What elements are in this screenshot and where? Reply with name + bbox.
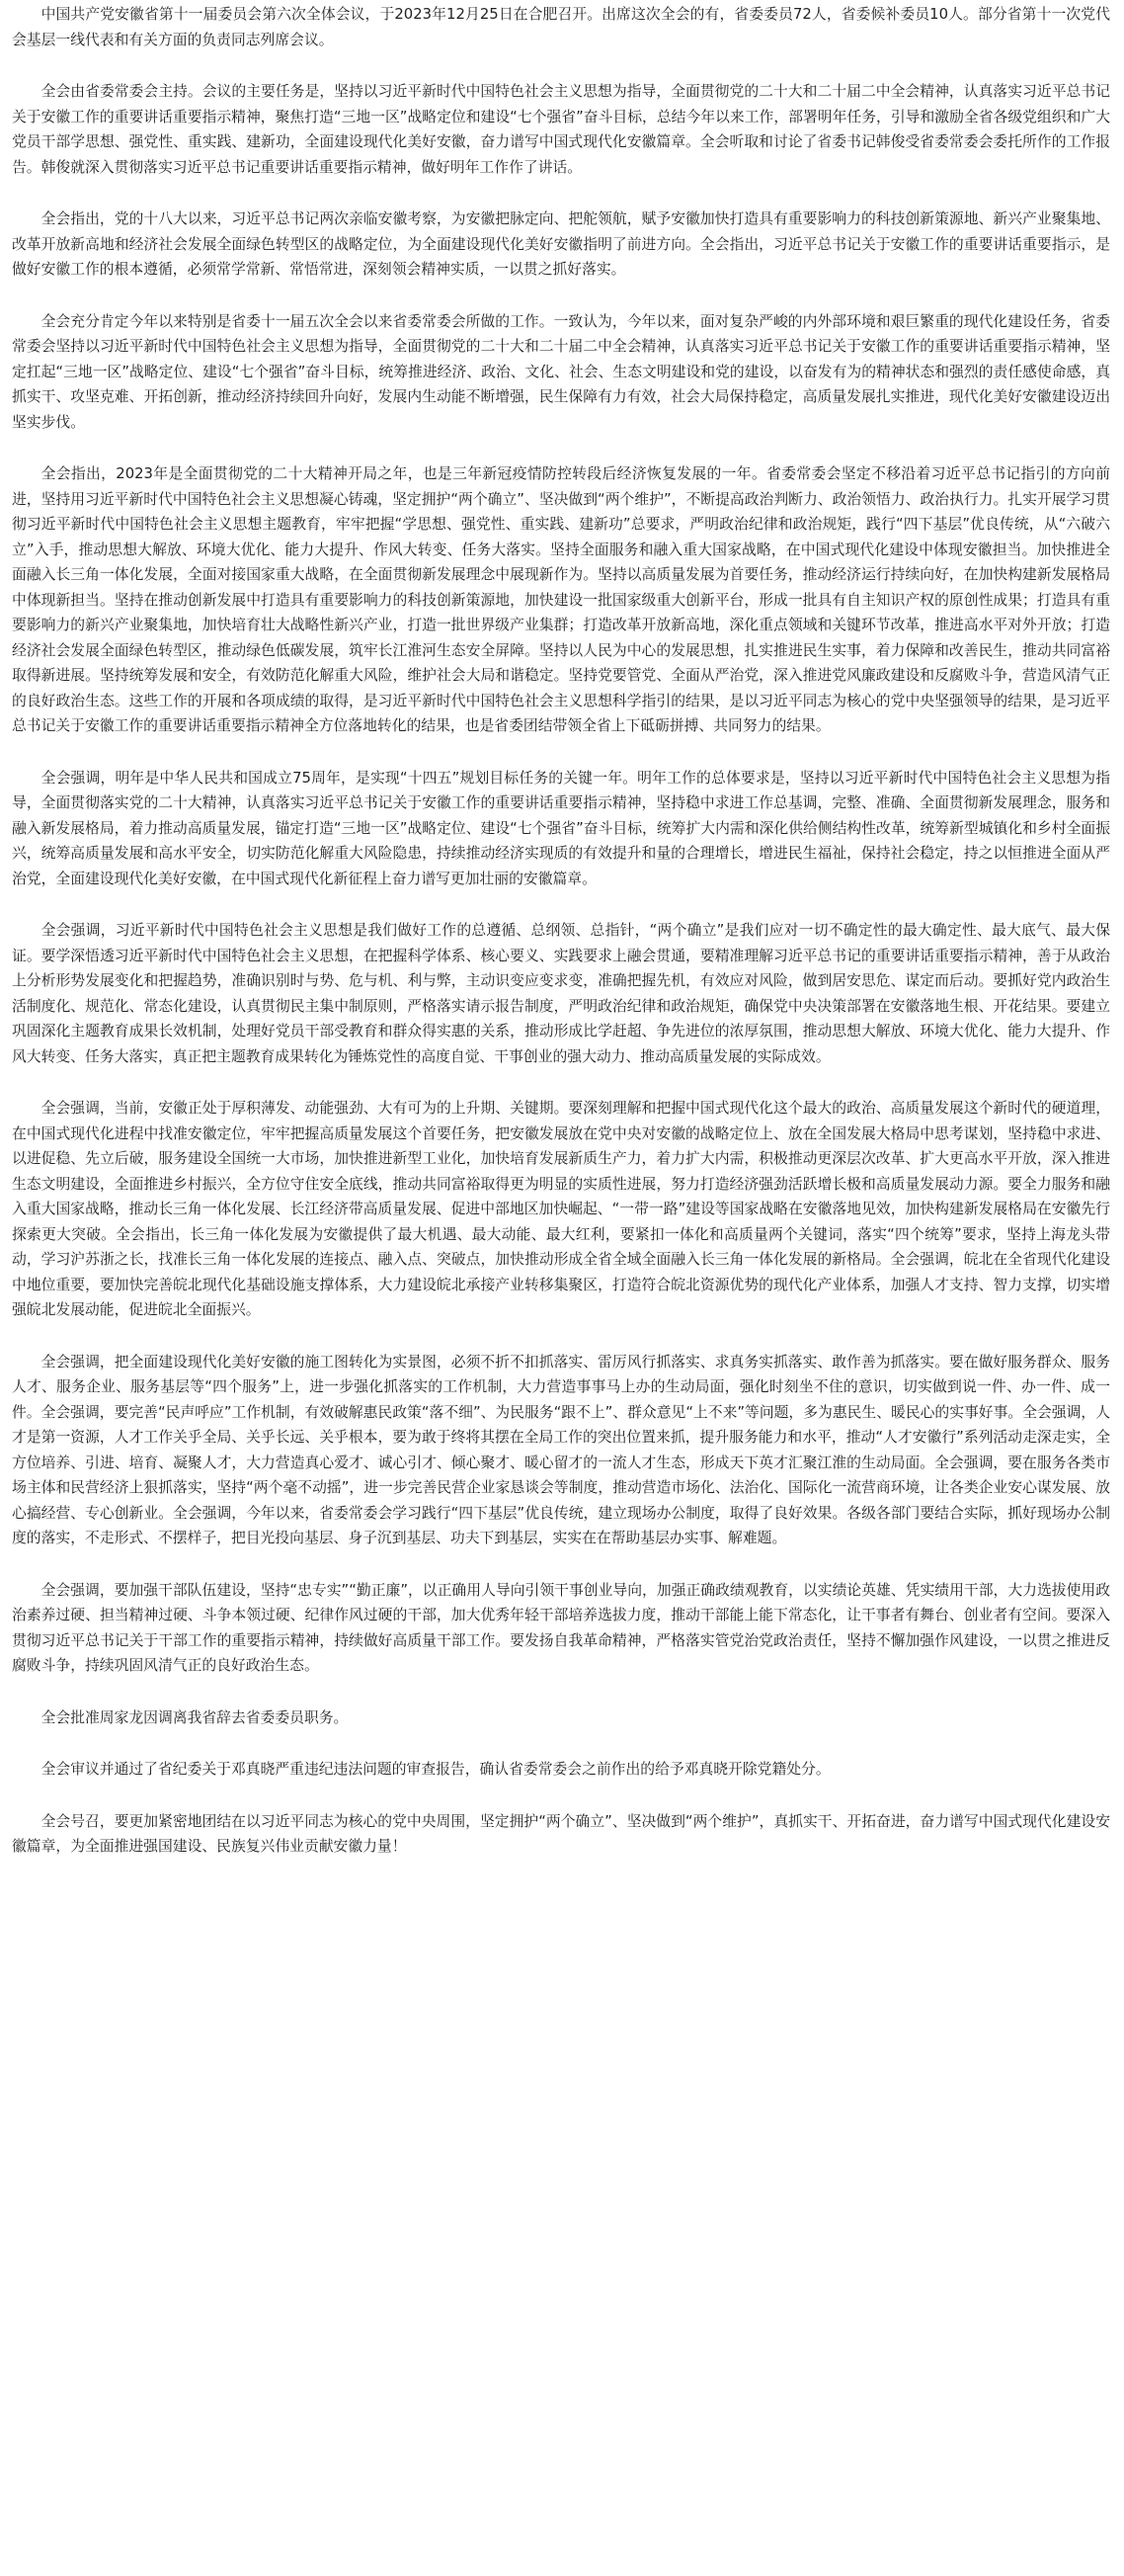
paragraph-ideological-guidance: 全会强调，习近平新时代中国特色社会主义思想是我们做好工作的总遵循、总纲领、总指针，“两个确立”是我们应对一切不确定性的最大确定性、最大底气、最大保证。要学深悟透习近平新时代中国特色社会主义思想，在把握科学体系、核心要义、实践要求上融会贯通，要精准理解习近平总书记的重要讲话重要指示精神，善于从政治上分析形势发展变化和把握趋势，准确识别时与势、危与机、利与弊，主动识变应变求变，准确把握先机，有效应对风险，做到居安思危、谋定而后动。要抓好党内政治生活制度化、规范化、常态化建设，认真贯彻民主集中制原则，严格落实请示报告制度，严明政治纪律和政治规矩，确保党中央决策部署在安徽落地生根、开花结果。要建立巩固深化主题教育成果长效机制，处理好党员干部受教育和群众得实惠的关系，推动形成比学赶超、争先进位的浓厚氛围，推动思想大解放、环境大优化、能力大提升、作风大转变、任务大落实，真正把主题教育成果转化为锤炼党性的高度自觉、干事创业的强大动力、推动高质量发展的实际成效。 — [12, 922, 1110, 1065]
paragraph-strategic-positioning: 全会指出，党的十八大以来，习近平总书记两次亲临安徽考察，为安徽把脉定向、把舵领航，赋予安徽加快打造具有重要影响力的科技创新策源地、新兴产业聚集地、改革开放新高地和经济社会发展全面绿色转型区的战略定位，为全面建设现代化美好安徽指明了前进方向。全会指出，习近平总书记关于安徽工作的重要讲话重要指示，是做好安徽工作的根本遵循，必须常学常新、常悟常进，深刻领会精神实质，一以贯之抓好落实。 — [12, 210, 1110, 278]
paragraph-closing-call: 全会号召，要更加紧密地团结在以习近平同志为核心的党中央周围，坚定拥护“两个确立”、坚决做到“两个维护”，真抓实干、开拓奋进，奋力谱写中国式现代化建设安徽篇章，为全面推进强国建设、民族复兴伟业贡献安徽力量！ — [12, 1812, 1110, 1855]
paragraph-cadre-building: 全会强调，要加强干部队伍建设，坚持“忠专实”“勤正廉”，以正确用人导向引领干事创业导向，加强正确政绩观教育，以实绩论英雄、凭实绩用干部，大力选拔使用政治素养过硬、担当精神过硬、斗争本领过硬、纪律作风过硬的干部，加大优秀年轻干部培养选拔力度，推动干部能上能下常态化，让干事者有舞台、创业者有空间。要深入贯彻习近平总书记关于干部工作的重要指示精神，持续做好高质量干部工作。要发扬自我革命精神，严格落实管党治党政治责任，坚持不懈加强作风建设，一以贯之推进反腐败斗争，持续巩固风清气正的良好政治生态。 — [12, 1581, 1110, 1674]
paragraph-meeting-tasks: 全会由省委常委会主持。会议的主要任务是，坚持以习近平新时代中国特色社会主义思想为指导，全面贯彻党的二十大和二十届二中全会精神，认真落实习近平总书记关于安徽工作的重要讲话重要指示精神，聚焦打造“三地一区”战略定位和建设“七个强省”奋斗目标，总结今年以来工作，部署明年任务，引导和激励全省各级党组织和广大党员干部学思想、强党性、重实践、建新功，全面建设现代化美好安徽，奋力谱写中国式现代化安徽篇章。全会听取和讨论了省委书记韩俊受省委常委会委托所作的工作报告。韩俊就深入贯彻落实习近平总书记重要讲话重要指示精神，做好明年工作作了讲话。 — [12, 83, 1110, 176]
paragraph-disciplinary-report: 全会审议并通过了省纪委关于邓真晓严重违纪违法问题的审查报告，确认省委常委会之前作出的给予邓真晓开除党籍处分。 — [40, 1761, 831, 1778]
paragraph-meeting-opening: 中国共产党安徽省第十一届委员会第六次全体会议，于2023年12月25日在合肥召开。出席这次全会的有，省委委员72人，省委候补委员10人。部分省第十一次党代会基层一线代表和有关方面的负责同志列席会议。 — [12, 6, 1110, 48]
paragraph-next-year-requirements: 全会强调，明年是中华人民共和国成立75周年，是实现“十四五”规划目标任务的关键一年。明年工作的总体要求是，坚持以习近平新时代中国特色社会主义思想为指导，全面贯彻落实党的二十大精神，认真落实习近平总书记关于安徽工作的重要讲话重要指示精神，坚持稳中求进工作总基调，完整、准确、全面贯彻新发展理念，服务和融入新发展格局，着力推动高质量发展，锚定打造“三地一区”战略定位、建设“七个强省”奋斗目标，统筹扩大内需和深化供给侧结构性改革，统筹新型城镇化和乡村全面振兴，统筹高质量发展和高水平安全，切实防范化解重大风险隐患，持续推动经济实现质的有效提升和量的合理增长，增进民生福祉，保持社会稳定，持之以恒推进全面从严治党，全面建设现代化美好安徽，在中国式现代化新征程上奋力谱写更加壮丽的安徽篇章。 — [12, 769, 1110, 887]
paragraph-development-strategy: 全会强调，当前，安徽正处于厚积薄发、动能强劲、大有可为的上升期、关键期。要深刻理解和把握中国式现代化这个最大的政治、高质量发展这个新时代的硬道理，在中国式现代化进程中找准安徽定位，牢牢把握高质量发展这个首要任务，把安徽发展放在党中央对安徽的战略定位上、放在全国发展大格局中思考谋划，坚持稳中求进、以进促稳、先立后破，服务建设全国统一大市场，加快推进新型工业化，加快培育发展新质生产力，着力扩大内需，积极推动更深层次改革、扩大更高水平开放，深入推进生态文明建设，全面推进乡村振兴，全方位守住安全底线，推动共同富裕取得更为明显的实质性进展，努力打造经济强劲活跃增长极和高质量发展动力源。要全力服务和融入重大国家战略，推动长三角一体化发展、长江经济带高质量发展、促进中部地区加快崛起、“一带一路”建设等国家战略在安徽落地见效，加快构建新发展格局在安徽先行探索更大突破。全会指出，长三角一体化发展为安徽提供了最大机遇、最大动能、最大红利，要紧扣一体化和高质量两个关键词，落实“四个统筹”要求，坚持上海龙头带动，学习沪苏浙之长，找准长三角一体化发展的连接点、融入点、突破点，加快推动形成全省全域全面融入长三角一体化发展的新格局。全会强调，皖北在全省现代化建设中地位重要，要加快完善皖北现代化基础设施支撑体系，大力建设皖北承接产业转移集聚区，打造符合皖北资源优势的现代化产业体系，加强人才支持、智力支撑，切实增强皖北发展动能，促进皖北全面振兴。 — [12, 1100, 1110, 1318]
paragraph-implementation: 全会强调，把全面建设现代化美好安徽的施工图转化为实景图，必须不折不扣抓落实、雷厉风行抓落实、求真务实抓落实、敢作善为抓落实。要在做好服务群众、服务人才、服务企业、服务基层等“四个服务”上，进一步强化抓落实的工作机制，大力营造事事马上办的生动局面，强化时刻坐不住的意识，切实做到说一件、办一件、成一件。全会强调，要完善“民声呼应”工作机制，有效破解惠民政策“落不细”、为民服务“跟不上”、群众意见“上不来”等问题，多为惠民生、暖民心的实事好事。全会强调，人才是第一资源，人才工作关乎全局、关乎长远、关乎根本，要为敢于终将其摆在全局工作的突出位置来抓，提升服务能力和水平，推动“人才安徽行”系列活动走深走实，全方位培养、引进、培育、凝聚人才，大力营造真心爱才、诚心引才、倾心聚才、暖心留才的一流人才生态，形成天下英才汇聚江淮的生动局面。全会强调，要在服务各类市场主体和民营经济上狠抓落实，坚持“两个毫不动摇”，进一步完善民营企业家恳谈会等制度，推动营造市场化、法治化、国际化一流营商环境，让各类企业安心谋发展、放心搞经营、专心创新业。全会强调，今年以来，省委常委会学习践行“四下基层”优良传统，建立现场办公制度，取得了良好效果。各级各部门要结合实际，抓好现场办公制度的落实，不走形式、不摆样子，把目光投向基层、身子沉到基层、功夫下到基层，实实在在帮助基层办实事、解难题。 — [12, 1353, 1110, 1546]
paragraph-work-affirmation: 全会充分肯定今年以来特别是省委十一届五次全会以来省委常委会所做的工作。一致认为，今年以来，面对复杂严峻的内外部环境和艰巨繁重的现代化建设任务，省委常委会坚持以习近平新时代中国特色社会主义思想为指导，全面贯彻党的二十大和二十届二中全会精神，认真落实习近平总书记关于安徽工作的重要讲话重要指示精神，坚定扛起“三地一区”战略定位、建设“七个强省”奋斗目标，统筹推进经济、政治、文化、社会、生态文明建设和党的建设，以奋发有为的精神状态和强烈的责任感使命感，真抓实干、攻坚克难、开拓创新，推动经济持续回升向好，发展内生动能不断增强，民生保障有力有效，社会大局保持稳定，高质量发展扎实推进，现代化美好安徽建设迈出坚实步伐。 — [12, 312, 1110, 431]
paragraph-resignation-approval: 全会批准周家龙因调离我省辞去省委委员职务。 — [40, 1708, 349, 1726]
paragraph-2023-review: 全会指出，2023年是全面贯彻党的二十大精神开局之年，也是三年新冠疫情防控转段后经济恢复发展的一年。省委常委会坚定不移沿着习近平总书记指引的方向前进，坚持用习近平新时代中国特色社会主义思想凝心铸魂，坚定拥护“两个确立”、坚决做到“两个维护”，不断提高政治判断力、政治领悟力、政治执行力。扎实开展学习贯彻习近平新时代中国特色社会主义思想主题教育，牢牢把握“学思想、强党性、重实践、建新功”总要求，严明政治纪律和政治规矩，践行“四下基层”优良传统，从“六破六立”入手，推动思想大解放、环境大优化、能力大提升、作风大转变、任务大落实。坚持全面服务和融入重大国家战略，在中国式现代化建设中体现安徽担当。加快推进全面融入长三角一体化发展，全面对接国家重大战略，在全面贯彻新发展理念中展现新作为。坚持以高质量发展为首要任务，推动经济运行持续向好，在加快构建新发展格局中体现新担当。坚持在推动创新发展中打造具有重要影响力的科技创新策源地，加快建设一批国家级重大创新平台，形成一批具有自主知识产权的原创性成果；打造具有重要影响力的新兴产业聚集地，加快培育壮大战略性新兴产业，打造一批世界级产业集群；打造改革开放新高地，深化重点领域和关键环节改革，推进高水平对外开放；打造经济社会发展全面绿色转型区，推动绿色低碳发展，筑牢长江淮河生态安全屏障。坚持以人民为中心的发展思想，扎实推进民生实事，着力保障和改善民生，推动共同富裕取得新进展。坚持统筹发展和安全，有效防范化解重大风险，维护社会大局和谐稳定。坚持党要管党、全面从严治党，深入推进党风廉政建设和反腐败斗争，营造风清气正的良好政治生态。这些工作的开展和各项成绩的取得，是习近平新时代中国特色社会主义思想科学指引的结果，是以习近平同志为核心的党中央坚强领导的结果，是习近平总书记关于安徽工作的重要讲话重要指示精神全方位落地转化的结果，也是省委团结带领全省上下砥砺拼搏、共同努力的结果。 — [12, 465, 1110, 734]
